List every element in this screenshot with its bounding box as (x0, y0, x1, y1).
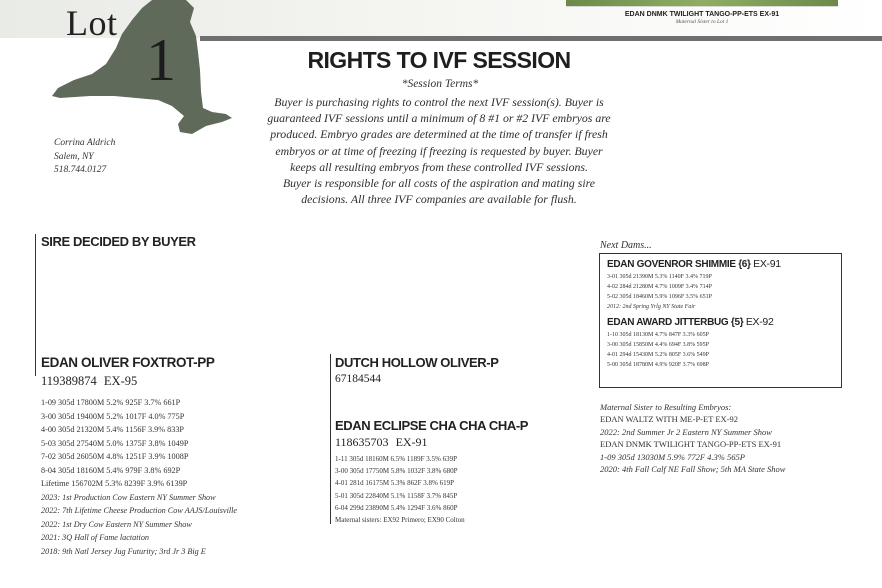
next-dam-records (607, 272, 841, 312)
next-dam-name (607, 258, 841, 270)
honor-line: 2012: 2nd Spring Yrlg NY State Fair (607, 304, 696, 310)
terms-line: decisions. All three IVF companies are available for flush. (301, 192, 577, 207)
consignor-location: Salem, NY (54, 151, 94, 162)
next-dam-title: EDAN AWARD JITTERBUG {5} (607, 317, 744, 328)
terms-line: Buyer is purchasing rights to control the next IVF session(s). Buyer is (274, 95, 604, 109)
header-photo-strip (566, 0, 838, 7)
sister-line: EDAN DNMK TWILIGHT TANGO-PP-ETS EX-91 (600, 439, 782, 450)
record-line: 8-04 305d 18160M 5.4% 979F 3.8% 692P (41, 465, 181, 475)
honor-line: 2018: 9th Natl Jersey Jug Futurity; 3rd Jr 3 Big E (41, 546, 206, 556)
record-line: 6-04 299d 23890M 5.4% 1294F 3.6% 860P (335, 503, 458, 512)
dam-name: EDAN OLIVER FOXTROT-PP (41, 355, 215, 370)
next-dams-heading: Next Dams... (600, 240, 652, 251)
second-dam-registration (335, 435, 428, 450)
record-line: 5-03 305d 27540M 5.0% 1375F 3.8% 1049P (41, 438, 189, 448)
record-line: 5-02 305d 18460M 5.9% 1096F 3.5% 651P (607, 294, 713, 300)
sire-heading: SIRE DECIDED BY BUYER (41, 234, 196, 249)
record-line: 4-01 294d 15430M 5.2% 805F 3.6% 549P (607, 352, 710, 358)
next-dams-box (599, 253, 842, 388)
next-dam-records (607, 330, 841, 370)
terms-line: keeps all resulting embryos from these controlled IVF sessions. (290, 159, 588, 174)
honor-line: 2022: 7th Lifetime Cheese Production Cow AAJS/Louisville (41, 506, 238, 515)
record-line: 1-10 305d 18130M 4.7% 847F 3.3% 605P (607, 332, 710, 338)
honor-line: 2023: 1st Production Cow Eastern NY Summer Show (41, 492, 216, 502)
dam-classification: EX-95 (103, 374, 138, 388)
consignor-name: Corrina Aldrich (54, 138, 116, 148)
record-line: 1-09 305d 17800M 5.2% 925F 3.7% 661P (41, 398, 181, 407)
sisters-heading: Maternal Sister to Resulting Embryos: (600, 402, 732, 412)
second-dam-classification: EX-91 (395, 435, 428, 449)
lot-label: Lot (66, 3, 118, 43)
next-dam-name (607, 316, 841, 328)
terms-line: embryos or at time of freezing if freezing is requested by buyer. Buyer (275, 143, 603, 158)
record-line: 3-01 305d 21390M 5.3% 1140F 3.4% 719P (607, 274, 712, 280)
dam-reg-number: 119389874 (41, 374, 97, 388)
record-line: 5-00 305d 18780M 4.9% 920F 3.7% 698P (607, 362, 710, 368)
terms-line: guaranteed IVF sessions until a minimum of 8 #1 or #2 IVF embryos are (267, 111, 611, 126)
pedigree-divider (35, 234, 36, 376)
maternal-sister-subtitle: Maternal Sister to Lot 1 (675, 19, 729, 25)
record-line: Maternal sisters: EX92 Primero; EX90 Colton (335, 516, 465, 525)
honor-line: 2022: 1st Dry Cow Eastern NY Summer Show (41, 519, 192, 529)
terms-line: produced. Embryo grades are determined at the time of transfer if fresh (270, 127, 608, 142)
maternal-sister-name: EDAN DNMK TWILIGHT TANGO-PP-ETS EX-91 (624, 11, 780, 18)
record-line: 1-11 305d 18160M 6.5% 1189F 3.5% 639P (335, 455, 457, 463)
maternal-sister-header (592, 11, 812, 25)
dam-registration (41, 374, 137, 389)
terms-line: Buyer is responsible for all costs of the aspiration and mating sire (282, 176, 596, 191)
maternal-sisters (600, 401, 785, 475)
consignor-info (54, 137, 115, 178)
second-dam-name: EDAN ECLIPSE CHA CHA CHA-P (335, 418, 529, 433)
pedigree-divider (330, 354, 331, 524)
sister-line: 1-09 305d 13030M 5.9% 772F 4.3% 565P (600, 451, 745, 462)
dam-sire-registration: 67184544 (335, 373, 381, 385)
second-dam-records (335, 453, 465, 526)
sister-line: EDAN WALTZ WITH ME-P-ET EX-92 (600, 414, 739, 425)
session-terms (228, 94, 650, 207)
record-line: 3-00 305d 19400M 5.2% 1017F 4.0% 775P (41, 411, 185, 421)
next-dam-title: EDAN GOVENROR SHIMMIE {6} (607, 259, 751, 270)
record-line: 4-00 305d 21320M 5.4% 1156F 3.9% 833P (41, 425, 184, 434)
next-dam-classification: EX-91 (753, 258, 781, 270)
sister-line: 2020: 4th Fall Calf NE Fall Show; 5th MA State Show (600, 464, 786, 475)
consignor-phone: 518.744.0127 (54, 165, 107, 175)
dam-sire-name: DUTCH HOLLOW OLIVER-P (335, 355, 499, 370)
record-line: 3-00 305d 17750M 5.8% 1032F 3.8% 680P (335, 467, 458, 476)
terms-heading: *Session Terms* (401, 78, 479, 90)
record-line: 5-01 305d 22840M 5.1% 1158F 3.7% 845P (335, 491, 458, 500)
sister-line: 2022: 2nd Summer Jr 2 Eastern NY Summer Show (600, 426, 772, 437)
honor-line: 2021: 3Q Hall of Fame lactation (41, 533, 150, 542)
record-line: Lifetime 156702M 5.3% 8239F 3.9% 6139P (41, 479, 188, 488)
record-line: 7-02 305d 26050M 4.8% 1251F 3.9% 1008P (41, 452, 189, 461)
second-dam-reg-number: 118635703 (335, 435, 389, 449)
page-title: RIGHTS TO IVF SESSION (307, 47, 571, 73)
header-rule (200, 36, 882, 41)
lot-number: 1 (146, 27, 176, 93)
record-line: 3-00 305d 15850M 4.4% 694F 3.8% 595P (607, 342, 710, 348)
dam-records (41, 396, 237, 558)
record-line: 4-02 284d 21280M 4.7% 1009F 3.4% 714P (607, 284, 713, 290)
record-line: 4-01 281d 16175M 5.3% 862F 3.8% 619P (335, 479, 455, 488)
next-dam-classification: EX-92 (745, 316, 774, 328)
